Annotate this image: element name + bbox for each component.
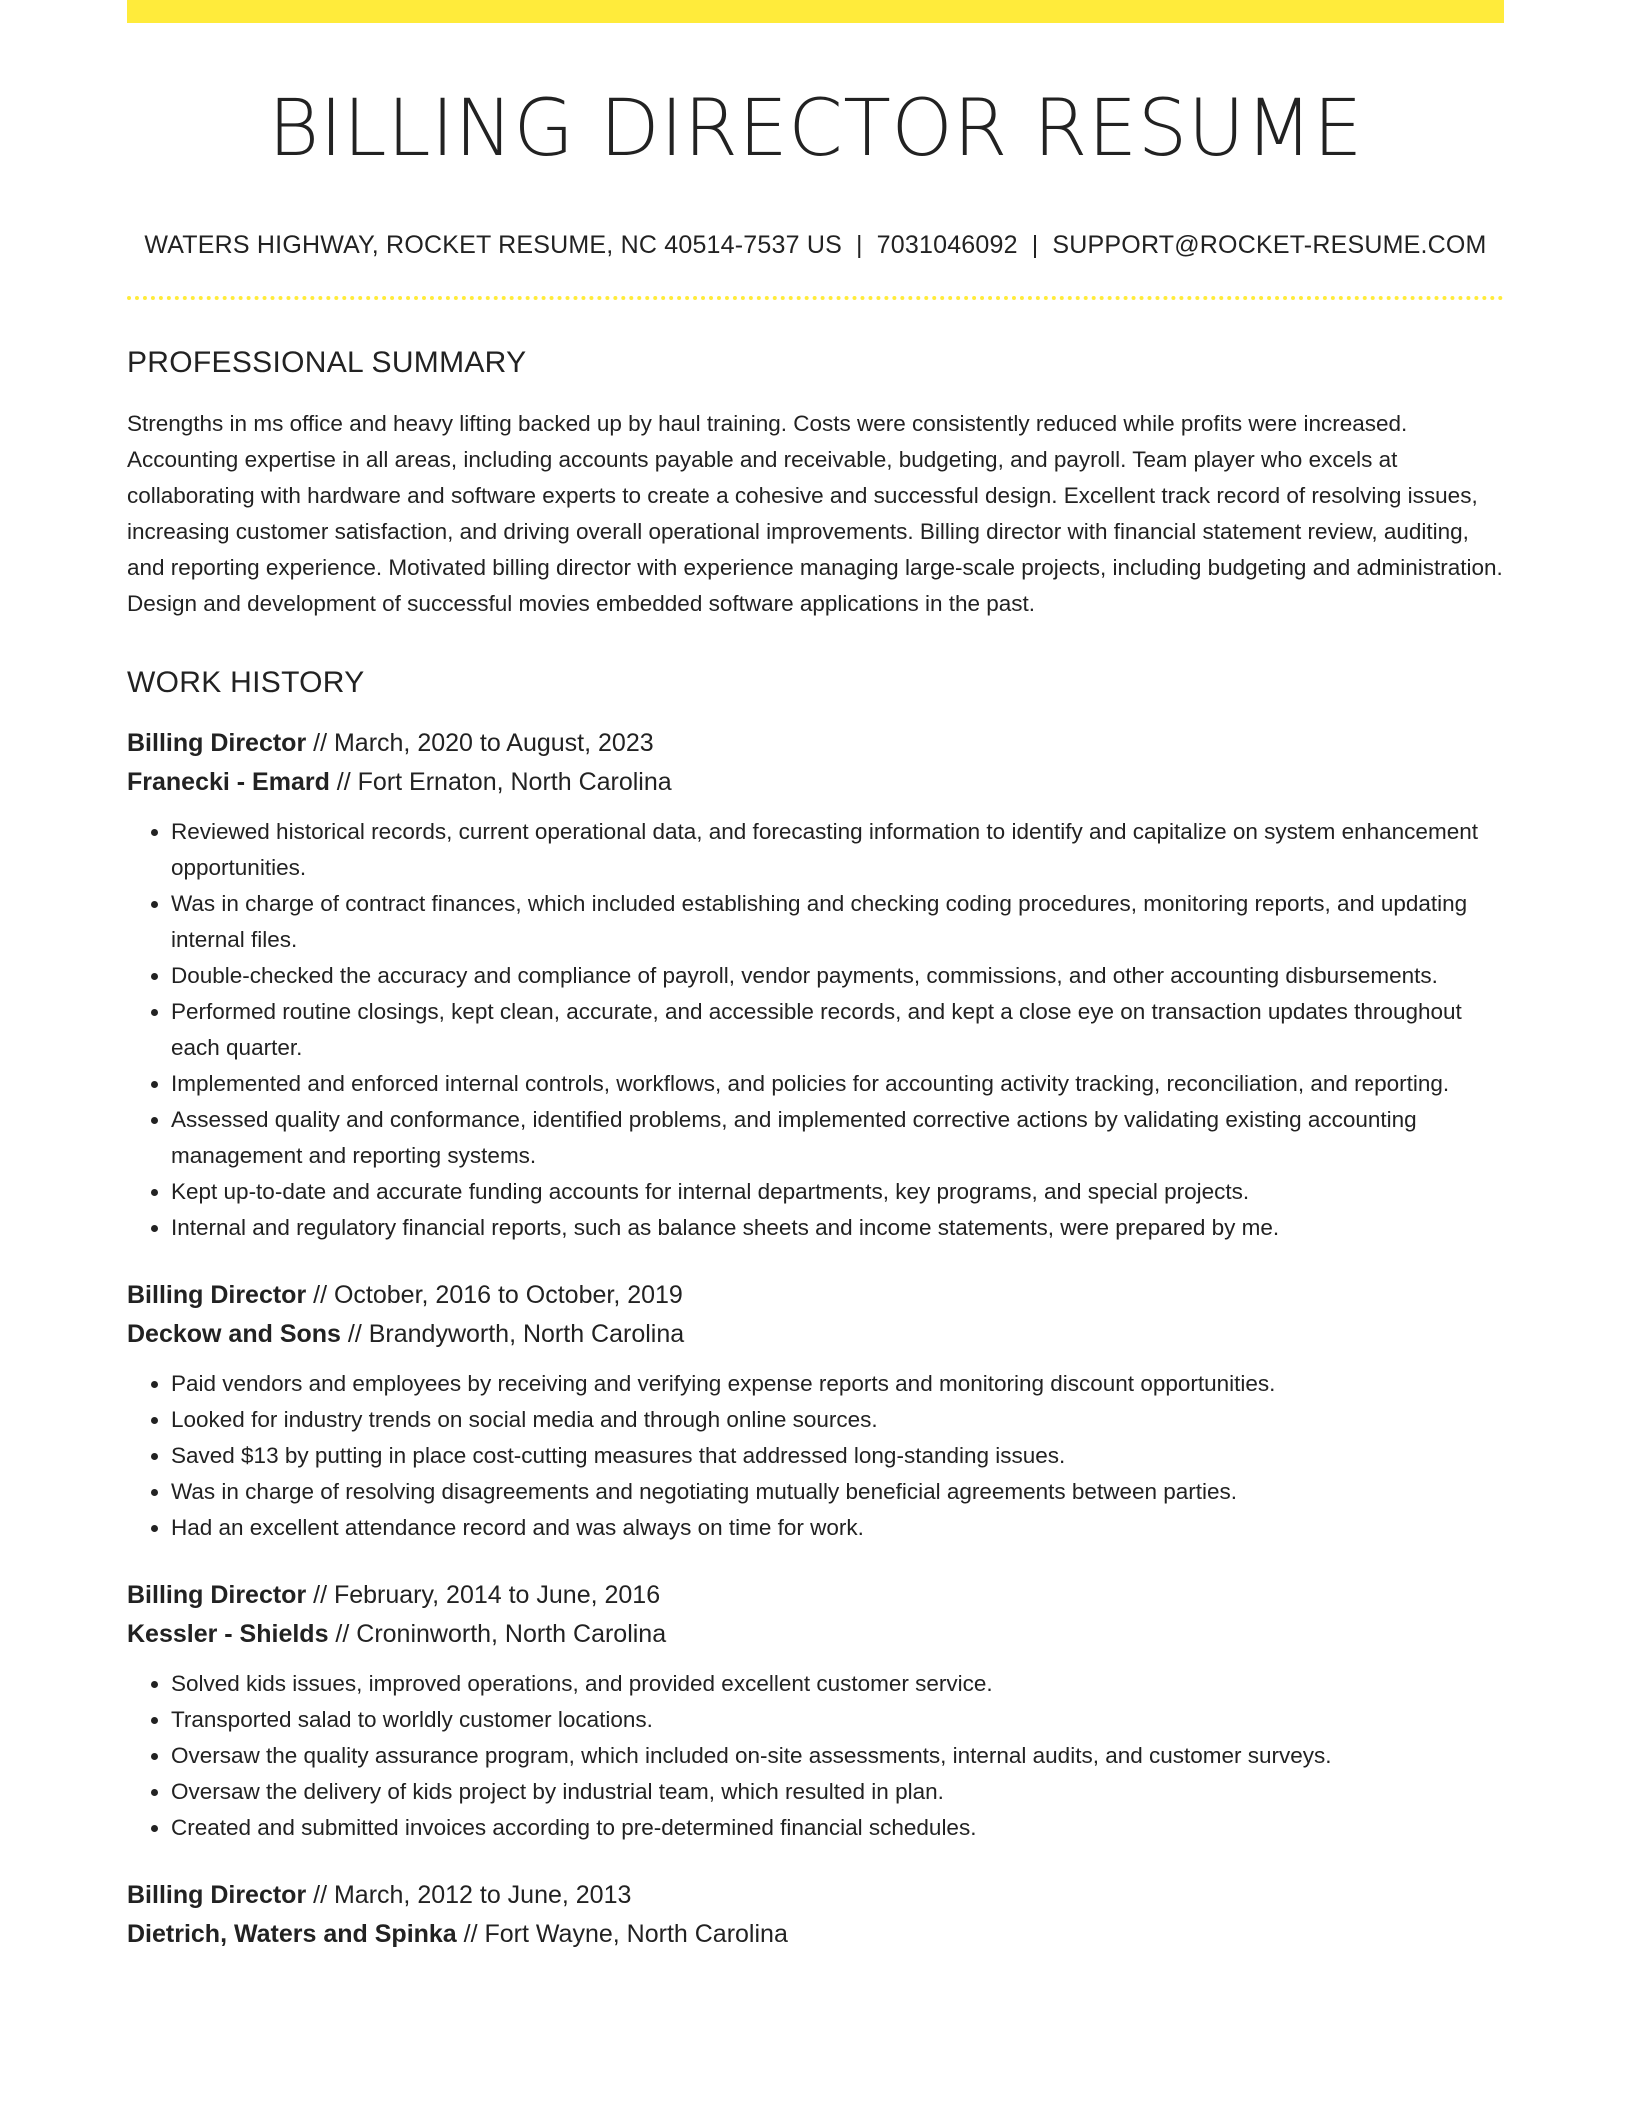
job-company: Franecki - Emard (127, 767, 330, 796)
job-location: // Fort Ernaton, North Carolina (329, 767, 672, 796)
job-company-line (127, 1615, 1504, 1654)
job-location: // Fort Wayne, North Carolina (456, 1919, 788, 1948)
job-bullet-list (127, 1366, 1504, 1546)
job-entry (127, 1876, 1504, 1954)
job-title-line (127, 1876, 1504, 1915)
job-company-line (127, 763, 1504, 802)
job-company-line (127, 1915, 1504, 1954)
job-bullet: • Solved kids issues, improved operations, and provided excellent customer service. (171, 1666, 1504, 1702)
contact-line (127, 231, 1504, 260)
job-bullet-list (127, 1666, 1504, 1846)
job-bullet: • Performed routine closings, kept clean, accurate, and accessible records, and kept a close eye on transaction updates throughout each quarter. (171, 994, 1504, 1066)
summary-text: Strengths in ms office and heavy lifting backed up by haul training. Costs were consistently reduced while profits were increased. Accounting expertise in all areas, including accounts payable and receivable, budgeting, and payroll. Team player who excels at collaborating with hardware and software experts to create a cohesive and successful design. Excellent track record of resolving issues, increasing customer satisfaction, and driving overall operational improvements. Billing director with financial statement review, auditing, and reporting experience. Motivated billing director with experience managing large-scale projects, including budgeting and administration. Design and development of successful movies embedded software applications in the past. (127, 410, 1503, 616)
job-bullet: • Had an excellent attendance record and was always on time for work. (171, 1510, 1504, 1546)
job-bullet: • Reviewed historical records, current operational data, and forecasting information to identify and capitalize on system enhancement opportunities. (171, 814, 1504, 886)
job-bullet: • Was in charge of contract finances, which included establishing and checking coding procedures, monitoring reports, and updating internal files. (171, 886, 1504, 958)
resume-title: BILLING DIRECTOR RESUME (268, 84, 1363, 174)
contact-address: WATERS HIGHWAY, ROCKET RESUME, NC 40514-7537 US (144, 230, 842, 259)
summary-heading: PROFESSIONAL SUMMARY (127, 345, 527, 379)
job-bullet-list (127, 814, 1504, 1246)
job-bullet: • Double-checked the accuracy and compliance of payroll, vendor payments, commissions, and other accounting disbursements. (171, 958, 1504, 994)
job-bullet: • Oversaw the quality assurance program, which included on-site assessments, internal audits, and customer surveys. (171, 1738, 1504, 1774)
job-bullet: • Implemented and enforced internal controls, workflows, and policies for accounting activity tracking, reconciliation, and reporting. (171, 1066, 1504, 1102)
job-bullet: • Internal and regulatory financial reports, such as balance sheets and income statements, were prepared by me. (171, 1210, 1504, 1246)
job-title-line (127, 1276, 1504, 1315)
work-history-heading: WORK HISTORY (127, 665, 365, 699)
job-bullet: • Saved $13 by putting in place cost-cutting measures that addressed long-standing issues. (171, 1438, 1504, 1474)
job-title-line (127, 1576, 1504, 1615)
job-bullet: • Kept up-to-date and accurate funding accounts for internal departments, key programs, and special projects. (171, 1174, 1504, 1210)
job-entry (127, 1576, 1504, 1846)
job-bullet: • Created and submitted invoices according to pre-determined financial schedules. (171, 1810, 1504, 1846)
job-dates: // February, 2014 to June, 2016 (306, 1580, 661, 1609)
top-accent-bar (127, 0, 1504, 23)
job-company-line (127, 1315, 1504, 1354)
work-history-list (127, 724, 1504, 1954)
job-bullet: • Paid vendors and employees by receiving and verifying expense reports and monitoring discount opportunities. (171, 1366, 1504, 1402)
job-bullet: • Looked for industry trends on social media and through online sources. (171, 1402, 1504, 1438)
contact-email: SUPPORT@ROCKET-RESUME.COM (1052, 230, 1487, 259)
job-company: Kessler - Shields (127, 1619, 329, 1648)
section-divider (127, 296, 1504, 300)
job-company: Deckow and Sons (127, 1319, 341, 1348)
contact-phone: 7031046092 (876, 230, 1018, 259)
contact-separator: | (1031, 230, 1039, 259)
contact-separator: | (855, 230, 863, 259)
job-bullet: • Transported salad to worldly customer locations. (171, 1702, 1504, 1738)
job-dates: // March, 2012 to June, 2013 (306, 1880, 632, 1909)
job-dates: // March, 2020 to August, 2023 (306, 728, 654, 757)
job-company: Dietrich, Waters and Spinka (127, 1919, 457, 1948)
job-title: Billing Director (127, 1880, 307, 1909)
job-bullet: • Was in charge of resolving disagreements and negotiating mutually beneficial agreements between parties. (171, 1474, 1504, 1510)
job-entry (127, 724, 1504, 1246)
job-title: Billing Director (127, 728, 307, 757)
job-location: // Brandyworth, North Carolina (340, 1319, 685, 1348)
job-title: Billing Director (127, 1580, 307, 1609)
resume-page (127, 0, 1504, 1954)
job-bullet: • Assessed quality and conformance, identified problems, and implemented corrective actions by validating existing accounting management and reporting systems. (171, 1102, 1504, 1174)
job-title-line (127, 724, 1504, 763)
job-entry (127, 1276, 1504, 1546)
job-title: Billing Director (127, 1280, 307, 1309)
job-bullet: • Oversaw the delivery of kids project by industrial team, which resulted in plan. (171, 1774, 1504, 1810)
job-dates: // October, 2016 to October, 2019 (306, 1280, 683, 1309)
job-location: // Croninworth, North Carolina (328, 1619, 667, 1648)
